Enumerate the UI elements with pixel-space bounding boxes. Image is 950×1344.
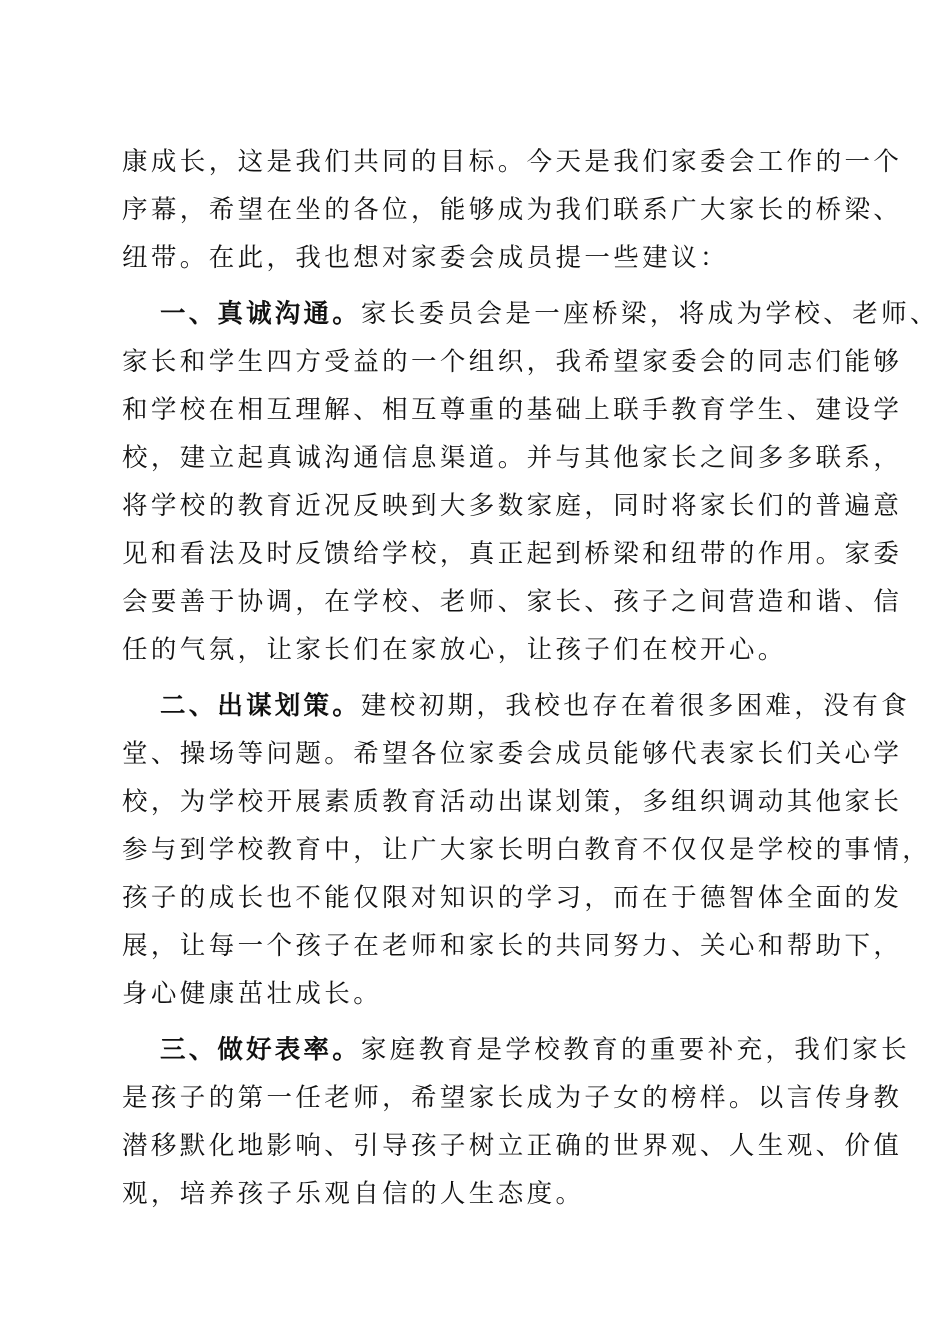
section-1-line: 见和看法及时反馈给学校，真正起到桥梁和纽带的作用。家委 (122, 539, 903, 569)
section-2-line: 身心健康茁壮成长。 (122, 979, 383, 1009)
section-1-first-line (160, 294, 939, 334)
intro-line: 康成长，这是我们共同的目标。今天是我们家委会工作的一个 (122, 147, 903, 177)
section-3-line: 观，培养孩子乐观自信的人生态度。 (122, 1179, 585, 1209)
section-1-line: 和学校在相互理解、相互尊重的基础上联手教育学生、建设学 (122, 395, 903, 425)
section-2-heading: 二、出谋划策。 (160, 691, 361, 721)
section-3-line: 是孩子的第一任老师，希望家长成为子女的榜样。以言传身教 (122, 1083, 903, 1113)
section-1-line: 任的气氛，让家长们在家放心，让孩子们在校开心。 (122, 635, 787, 665)
section-3-heading: 三、做好表率。 (160, 1035, 361, 1065)
section-1-heading: 一、真诚沟通。 (160, 299, 361, 329)
section-2-line: 参与到学校教育中，让广大家长明白教育不仅仅是学校的事情， (122, 835, 932, 865)
section-3-first-line (160, 1030, 911, 1070)
section-2-line: 校，为学校开展素质教育活动出谋划策，多组织调动其他家长 (122, 787, 903, 817)
section-1-first-line-text: 家长委员会是一座桥梁，将成为学校、老师、 (360, 299, 939, 329)
intro-line: 序幕，希望在坐的各位，能够成为我们联系广大家长的桥梁、 (122, 195, 903, 225)
section-1-line: 家长和学生四方受益的一个组织，我希望家委会的同志们能够 (122, 347, 903, 377)
section-2-line: 孩子的成长也不能仅限对知识的学习，而在于德智体全面的发 (122, 883, 903, 913)
section-2-first-line (160, 686, 911, 726)
section-2-first-line-text: 建校初期，我校也存在着很多困难，没有食 (360, 691, 911, 721)
section-2-line: 展，让每一个孩子在老师和家长的共同努力、关心和帮助下， (122, 931, 903, 961)
section-1-line: 校，建立起真诚沟通信息渠道。并与其他家长之间多多联系， (122, 443, 903, 473)
section-3-first-line-text: 家庭教育是学校教育的重要补充，我们家长 (360, 1035, 911, 1065)
section-1-line: 会要善于协调，在学校、老师、家长、孩子之间营造和谐、信 (122, 587, 903, 617)
section-2-line: 堂、操场等问题。希望各位家委会成员能够代表家长们关心学 (122, 739, 903, 769)
section-3-line: 潜移默化地影响、引导孩子树立正确的世界观、人生观、价值 (122, 1131, 903, 1161)
section-1-line: 将学校的教育近况反映到大多数家庭，同时将家长们的普遍意 (122, 491, 903, 521)
intro-line: 纽带。在此，我也想对家委会成员提一些建议： (122, 243, 729, 273)
